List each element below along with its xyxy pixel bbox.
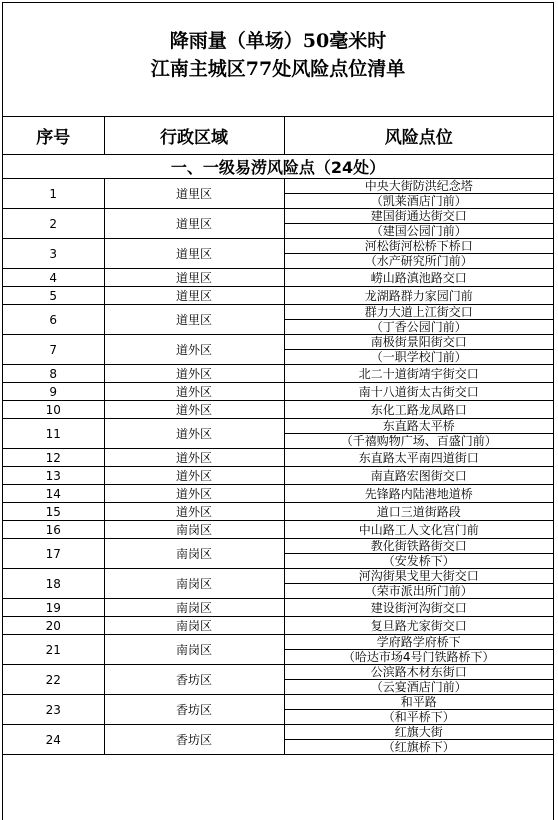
table-row bbox=[3, 335, 553, 365]
row-district: 道里区 bbox=[104, 287, 284, 305]
risk-location: 北二十道街靖宇街交口 bbox=[358, 366, 479, 381]
row-district: 南岗区 bbox=[104, 617, 284, 635]
risk-landmark: （凯莱酒店门前） bbox=[285, 193, 554, 208]
row-index: 19 bbox=[3, 599, 104, 617]
risk-landmark: （哈达市场4号门铁路桥下） bbox=[285, 649, 554, 664]
row-district: 道外区 bbox=[104, 485, 284, 503]
risk-location: 东直路太平南四道街口 bbox=[358, 450, 479, 465]
risk-location: 公滨路木材东街口 bbox=[370, 665, 467, 679]
table-row bbox=[3, 179, 553, 209]
risk-landmark: （水产研究所门前） bbox=[285, 253, 554, 268]
risk-location: 中央大街防洪纪念塔 bbox=[364, 179, 473, 193]
table-row bbox=[3, 569, 553, 599]
row-district: 道里区 bbox=[104, 305, 284, 335]
row-risk-point bbox=[284, 305, 553, 335]
risk-location: 复旦路尤家街交口 bbox=[370, 618, 467, 633]
table-row bbox=[3, 365, 553, 383]
row-index: 15 bbox=[3, 503, 104, 521]
row-index: 1 bbox=[3, 179, 104, 209]
row-risk-point bbox=[284, 401, 553, 419]
risk-landmark: （千禧购物广场、百盛门前） bbox=[285, 433, 554, 448]
row-index: 5 bbox=[3, 287, 104, 305]
risk-landmark: （红旗桥下） bbox=[285, 739, 554, 754]
row-index: 9 bbox=[3, 383, 104, 401]
row-risk-point bbox=[284, 239, 553, 269]
row-risk-point bbox=[284, 695, 553, 725]
title-line-2: 江南主城区77处风险点位清单 bbox=[150, 57, 406, 80]
risk-landmark: （建国公园门前） bbox=[285, 223, 554, 238]
table-row bbox=[3, 695, 553, 725]
row-risk-point bbox=[284, 335, 553, 365]
risk-location: 龙湖路群力家园门前 bbox=[364, 288, 473, 303]
section-label: 一、一级易涝风险点（24处） bbox=[3, 155, 553, 179]
row-index: 4 bbox=[3, 269, 104, 287]
risk-landmark: （云宴酒店门前） bbox=[285, 679, 554, 694]
row-district: 南岗区 bbox=[104, 539, 284, 569]
row-index: 22 bbox=[3, 665, 104, 695]
risk-location: 建设街河沟街交口 bbox=[370, 600, 467, 615]
table-row bbox=[3, 239, 553, 269]
row-index: 13 bbox=[3, 467, 104, 485]
row-risk-point bbox=[284, 209, 553, 239]
risk-location: 和平路 bbox=[400, 695, 437, 709]
row-index: 23 bbox=[3, 695, 104, 725]
row-district: 道里区 bbox=[104, 209, 284, 239]
table-row bbox=[3, 503, 553, 521]
table-row bbox=[3, 725, 553, 755]
table-row bbox=[3, 419, 553, 449]
row-index: 18 bbox=[3, 569, 104, 599]
risk-location: 群力大道上江街交口 bbox=[364, 305, 473, 319]
title-line-1: 降雨量（单场）50毫米时 bbox=[169, 29, 387, 52]
row-risk-point bbox=[284, 665, 553, 695]
row-risk-point bbox=[284, 419, 553, 449]
risk-location: 南十八道街太古街交口 bbox=[358, 384, 479, 399]
row-risk-point bbox=[284, 467, 553, 485]
table-row bbox=[3, 485, 553, 503]
header-index: 序号 bbox=[3, 117, 104, 155]
row-risk-point bbox=[284, 725, 553, 755]
table-row bbox=[3, 269, 553, 287]
row-risk-point bbox=[284, 365, 553, 383]
risk-landmark: （安发桥下） bbox=[285, 553, 554, 568]
risk-landmark: （一职学校门前） bbox=[285, 349, 554, 364]
row-risk-point bbox=[284, 539, 553, 569]
risk-location: 南极街景阳街交口 bbox=[370, 335, 467, 349]
risk-landmark: （和平桥下） bbox=[285, 709, 554, 724]
table-row bbox=[3, 635, 553, 665]
table-row bbox=[3, 305, 553, 335]
risk-table bbox=[3, 117, 553, 755]
table-row bbox=[3, 401, 553, 419]
row-index: 7 bbox=[3, 335, 104, 365]
table-row bbox=[3, 539, 553, 569]
row-district: 道外区 bbox=[104, 383, 284, 401]
row-district: 道外区 bbox=[104, 365, 284, 383]
risk-location: 学府路学府桥下 bbox=[376, 635, 461, 649]
table-row bbox=[3, 665, 553, 695]
table-row bbox=[3, 383, 553, 401]
risk-location: 中山路工人文化宫门前 bbox=[358, 522, 479, 537]
row-district: 道外区 bbox=[104, 401, 284, 419]
row-risk-point bbox=[284, 383, 553, 401]
row-index: 16 bbox=[3, 521, 104, 539]
table-row bbox=[3, 209, 553, 239]
row-index: 21 bbox=[3, 635, 104, 665]
table-row bbox=[3, 521, 553, 539]
risk-landmark: （荣市派出所门前） bbox=[285, 583, 554, 598]
row-district: 道外区 bbox=[104, 335, 284, 365]
risk-location: 道口三道街路段 bbox=[376, 504, 461, 519]
row-risk-point bbox=[284, 449, 553, 467]
row-district: 道外区 bbox=[104, 419, 284, 449]
risk-location: 崂山路滇池路交口 bbox=[370, 270, 467, 285]
row-risk-point bbox=[284, 287, 553, 305]
row-district: 香坊区 bbox=[104, 725, 284, 755]
row-district: 香坊区 bbox=[104, 695, 284, 725]
table-row bbox=[3, 449, 553, 467]
risk-location: 河松街河松桥下桥口 bbox=[364, 239, 473, 253]
risk-location: 东化工路龙凤路口 bbox=[370, 402, 467, 417]
table-row bbox=[3, 287, 553, 305]
row-index: 11 bbox=[3, 419, 104, 449]
risk-location: 建国街通达街交口 bbox=[370, 209, 467, 223]
row-risk-point bbox=[284, 269, 553, 287]
document-title bbox=[3, 3, 553, 117]
risk-location: 东直路太平桥 bbox=[382, 419, 455, 433]
row-index: 24 bbox=[3, 725, 104, 755]
row-district: 道里区 bbox=[104, 269, 284, 287]
row-index: 12 bbox=[3, 449, 104, 467]
row-district: 道里区 bbox=[104, 239, 284, 269]
row-district: 香坊区 bbox=[104, 665, 284, 695]
risk-location: 南直路宏图街交口 bbox=[370, 468, 467, 483]
risk-landmark: （丁香公园门前） bbox=[285, 319, 554, 334]
risk-location: 教化街铁路街交口 bbox=[370, 539, 467, 553]
row-risk-point bbox=[284, 179, 553, 209]
risk-location: 河沟街果戈里大街交口 bbox=[358, 569, 479, 583]
row-index: 14 bbox=[3, 485, 104, 503]
row-risk-point bbox=[284, 503, 553, 521]
row-district: 南岗区 bbox=[104, 599, 284, 617]
row-index: 17 bbox=[3, 539, 104, 569]
row-district: 道外区 bbox=[104, 449, 284, 467]
row-risk-point bbox=[284, 521, 553, 539]
header-district: 行政区域 bbox=[104, 117, 284, 155]
row-index: 20 bbox=[3, 617, 104, 635]
header-risk: 风险点位 bbox=[284, 117, 553, 155]
table-header-row bbox=[3, 117, 553, 155]
row-risk-point bbox=[284, 599, 553, 617]
row-district: 南岗区 bbox=[104, 521, 284, 539]
row-risk-point bbox=[284, 569, 553, 599]
table-row bbox=[3, 599, 553, 617]
row-risk-point bbox=[284, 617, 553, 635]
row-risk-point bbox=[284, 635, 553, 665]
row-district: 道里区 bbox=[104, 179, 284, 209]
risk-location: 红旗大街 bbox=[394, 725, 443, 739]
row-index: 10 bbox=[3, 401, 104, 419]
row-index: 2 bbox=[3, 209, 104, 239]
row-index: 3 bbox=[3, 239, 104, 269]
table-row bbox=[3, 467, 553, 485]
row-district: 南岗区 bbox=[104, 635, 284, 665]
risk-list-document bbox=[2, 2, 554, 820]
section-row-level-1 bbox=[3, 155, 553, 179]
row-risk-point bbox=[284, 485, 553, 503]
row-district: 道外区 bbox=[104, 467, 284, 485]
table-row bbox=[3, 617, 553, 635]
row-index: 6 bbox=[3, 305, 104, 335]
row-district: 南岗区 bbox=[104, 569, 284, 599]
row-district: 道外区 bbox=[104, 503, 284, 521]
row-index: 8 bbox=[3, 365, 104, 383]
risk-location: 先锋路内陆港地道桥 bbox=[364, 486, 473, 501]
